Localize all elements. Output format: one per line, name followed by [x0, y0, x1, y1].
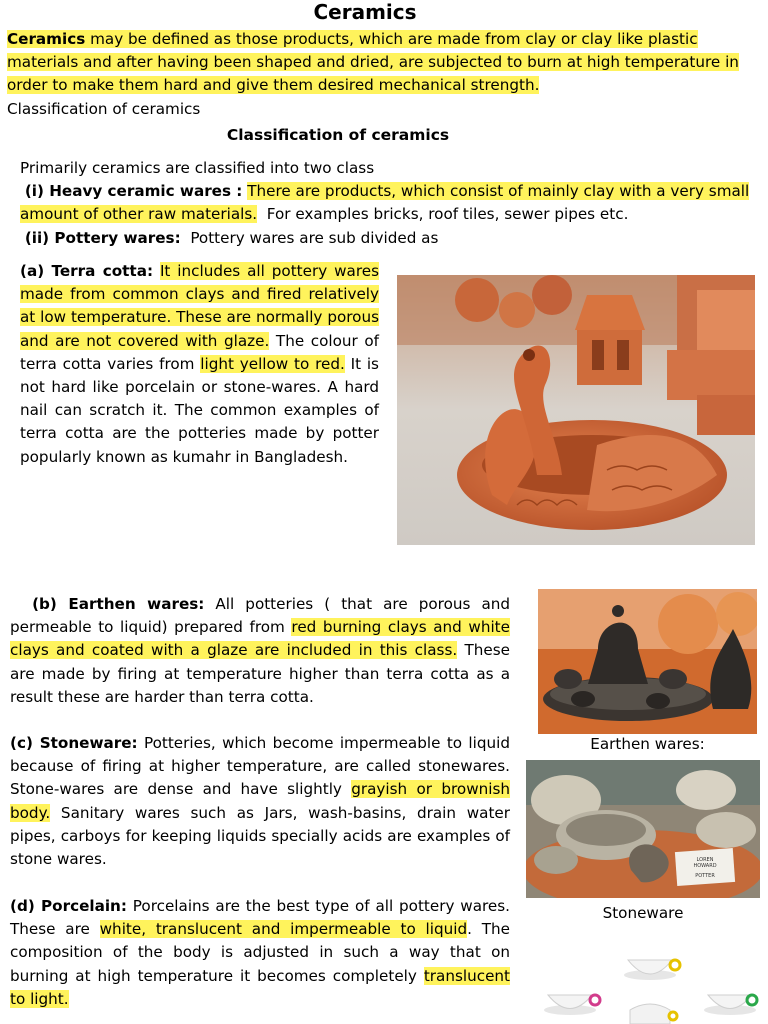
porcelain-text-2: . The composition of the body is adjusted in such a way that on burning at high temperature it becomes completely	[10, 920, 510, 985]
terra-cotta-label: (a) Terra cotta:	[20, 262, 154, 280]
stoneware-paragraph	[10, 732, 510, 871]
porcelain-text-1: Porcelains are the best type of all pottery wares. These are	[10, 897, 510, 939]
earthen-highlight: red burning clays and white clays and coated with a glaze are included in this class.	[10, 618, 510, 660]
porcelain-paragraph	[10, 895, 510, 1011]
page-title: Ceramics	[313, 0, 417, 24]
porcelain-label: (d) Porcelain:	[10, 897, 127, 915]
terra-cotta-highlight-1: It includes all pottery wares made from common clays and fired relatively at low temperature. These are normally porous and are not covered with glaze.	[20, 262, 380, 350]
stoneware-caption: Stoneware	[602, 904, 684, 922]
earthen-label: (b) Earthen wares:	[32, 595, 205, 613]
porcelain-highlight-2: translucent to light.	[10, 966, 510, 1008]
earthen-text-2: These are made by firing at temperature higher than terra cotta as a result these are harder than terra cotta.	[10, 641, 510, 706]
stoneware-highlight: grayish or brownish body.	[10, 780, 511, 822]
terra-cotta-text-2: It is not hard like porcelain or stone-wares. A hard nail can scratch it. The common examples of terra cotta are the potteries made by potter popularly known as kumahr in Bangladesh.	[20, 354, 379, 466]
stoneware-text-1: Potteries, which become impermeable to liquid because of firing at higher temperature, are called stonewares. Stone-wares are dense and have slightly	[10, 734, 510, 799]
sign-line-3: POTTER	[695, 873, 715, 879]
pottery-rest: Pottery wares are sub divided as	[190, 229, 439, 247]
terra-cotta-paragraph	[20, 260, 379, 469]
stoneware-label: (c) Stoneware:	[10, 734, 138, 752]
sign-line-1: LOREN	[696, 857, 714, 863]
pottery-label: (ii) Pottery wares:	[24, 229, 181, 247]
heavy-highlight: There are products, which consist of mainly clay with a very small amount of other raw materials.	[20, 182, 750, 224]
porcelain-highlight-1: white, translucent and impermeable to liquid	[99, 920, 468, 939]
terra-cotta-photo	[397, 275, 755, 545]
intro-term: Ceramics	[7, 30, 86, 48]
earthen-wares-photo	[538, 589, 757, 734]
terra-cotta-text-1: The colour of terra cotta varies from	[20, 331, 379, 373]
section-title: Classification of ceramics	[226, 126, 450, 144]
terra-cotta-highlight-2: light yellow to red.	[200, 354, 345, 373]
porcelain-photo	[540, 940, 760, 1024]
sign-line-2: HOWARD	[693, 863, 717, 869]
stoneware-text-2: Sanitary wares such as Jars, wash-basins, drain water pipes, carboys for keeping liquids specially acids are examples of stone wares.	[10, 803, 510, 869]
intro-classification-line: Classification of ceramics	[7, 100, 201, 118]
heavy-label: (i) Heavy ceramic wares :	[24, 182, 243, 200]
intro-paragraph	[7, 28, 747, 98]
earthen-text-1: All potteries ( that are porous and permeable to liquid) prepared from	[10, 595, 511, 637]
heavy-ceramic-paragraph	[20, 180, 755, 226]
earthen-wares-paragraph	[10, 593, 510, 709]
intro-definition: may be defined as those products, which are made from clay or clay like plastic materials and after having been shaped and dried, are subjected to burn at high temperature in order to make them hard and give them desired mechanical strength.	[7, 30, 739, 95]
earthen-wares-caption: Earthen wares:	[590, 735, 705, 753]
stoneware-photo	[526, 760, 760, 898]
primary-line: Primarily ceramics are classified into two class	[20, 159, 375, 177]
heavy-rest: For examples bricks, roof tiles, sewer pipes etc.	[266, 205, 629, 224]
pottery-paragraph	[20, 227, 438, 250]
